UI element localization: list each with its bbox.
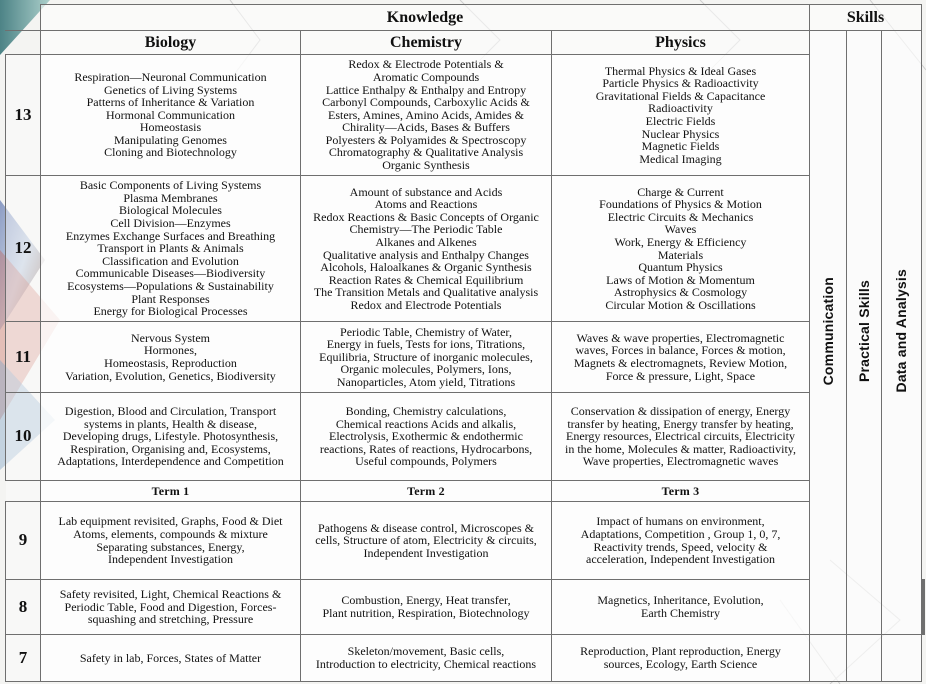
skill-column-cell bbox=[847, 635, 882, 682]
topic-line: Ecosystems—Populations & Sustainability bbox=[67, 278, 274, 293]
topic-line: Chromatography & Qualitative Analysis bbox=[328, 145, 524, 160]
skills-header: Skills bbox=[810, 5, 922, 31]
topic-line: Wave properties, Electromagnetic waves bbox=[582, 454, 779, 469]
topic-line: Thermal Physics & Ideal Gases bbox=[604, 63, 757, 78]
topic-line: Manipulating Genomes bbox=[114, 132, 227, 147]
topic-line: Homeostasis bbox=[139, 120, 202, 135]
topic-line: Electric Fields bbox=[645, 114, 716, 128]
topic-line: Nuclear Physics bbox=[641, 126, 720, 141]
physics-cell bbox=[552, 635, 810, 682]
physics-cell bbox=[552, 55, 810, 176]
topic-line: Work, Energy & Efficiency bbox=[614, 234, 747, 249]
topic-line: Safety revisited, Light, Chemical Reactions & bbox=[59, 587, 282, 602]
topic-line: Impact of humans on environment, bbox=[596, 514, 765, 529]
year-label: 13 bbox=[6, 55, 41, 176]
biology-cell bbox=[41, 635, 301, 682]
topic-line: Organic molecules, Polymers, Ions, bbox=[340, 362, 512, 377]
topic-line: Periodic Table, Food and Digestion, Forces- bbox=[64, 599, 277, 614]
topic-line: Adaptations, Interdependence and Competition bbox=[57, 454, 284, 469]
topic-line: Atoms, elements, compounds & mixture bbox=[73, 526, 268, 541]
topic-line: Bonding, Chemistry calculations, bbox=[345, 404, 507, 419]
topic-line: Atoms and Reactions bbox=[374, 197, 478, 212]
topic-line: Charge & Current bbox=[637, 184, 724, 199]
topic-line: Enzymes Exchange Surfaces and Breathing bbox=[65, 228, 276, 243]
skill-column-cell bbox=[882, 635, 922, 682]
biology-cell bbox=[41, 393, 301, 481]
topic-line: Circular Motion & Oscillations bbox=[605, 297, 756, 312]
topic-line: Digestion, Blood and Circulation, Transport bbox=[64, 404, 277, 419]
topic-line: Redox and Electrode Potentials bbox=[350, 297, 502, 312]
physics-header: Physics bbox=[552, 31, 810, 55]
year-row bbox=[6, 635, 925, 682]
topic-line: Energy for Biological Processes bbox=[93, 304, 248, 319]
chemistry-cell bbox=[301, 176, 552, 322]
biology-cell bbox=[41, 502, 301, 580]
topic-line: Force & pressure, Light, Space bbox=[605, 368, 756, 383]
year-label: 12 bbox=[6, 176, 41, 322]
topic-line: Electrolysis, Exothermic & endothermic bbox=[329, 429, 523, 444]
physics-cell bbox=[552, 502, 810, 580]
topic-line: Organic Synthesis bbox=[382, 158, 470, 173]
topic-line: Periodic Table, Chemistry of Water, bbox=[340, 324, 512, 339]
topic-line: Aromatic Compounds bbox=[372, 69, 480, 84]
biology-header: Biology bbox=[41, 31, 301, 55]
topic-line: Plant nutrition, Respiration, Biotechnology bbox=[322, 606, 530, 620]
topic-line: Homeostasis, Reproduction bbox=[104, 356, 237, 370]
topic-line: Magnetic Fields bbox=[641, 139, 720, 154]
topic-line: Lab equipment revisited, Graphs, Food & Diet bbox=[58, 514, 283, 529]
topic-line: Hormonal Communication bbox=[106, 107, 235, 122]
topic-line: Redox Reactions & Basic Concepts of Organic bbox=[313, 209, 539, 224]
topic-line: Alkanes and Alkenes bbox=[375, 234, 477, 249]
skill-label: Data and Analysis bbox=[893, 269, 910, 393]
skill-column-cell bbox=[924, 580, 925, 635]
topic-line: Safety in lab, Forces, States of Matter bbox=[79, 650, 262, 665]
topic-line: Waves & wave properties, Electromagnetic bbox=[576, 330, 785, 345]
physics-cell bbox=[552, 393, 810, 481]
topic-line: Respiration—Neuronal Communication bbox=[74, 69, 267, 84]
topic-line: Particle Physics & Radioactivity bbox=[602, 76, 759, 91]
topic-line: Nanoparticles, Atom yield, Titrations bbox=[336, 374, 516, 389]
biology-cell bbox=[41, 580, 301, 635]
physics-cell bbox=[552, 322, 810, 393]
year-label: 11 bbox=[6, 322, 41, 393]
topic-line: Transport in Plants & Animals bbox=[97, 241, 244, 256]
topic-line: Chirality—Acids, Bases & Buffers bbox=[342, 120, 510, 135]
topic-line: Introduction to electricity, Chemical reactions bbox=[315, 657, 537, 671]
topic-line: Radioactivity bbox=[648, 101, 713, 116]
topic-line: Chemistry—The Periodic Table bbox=[349, 222, 503, 237]
topic-line: Waves bbox=[664, 222, 697, 237]
corner-cell bbox=[6, 5, 41, 31]
topic-line: Pathogens & disease control, Microscopes & bbox=[318, 520, 534, 535]
topic-line: Basic Components of Living Systems bbox=[79, 178, 262, 193]
topic-line: acceleration, Independent Investigation bbox=[586, 552, 775, 567]
topic-line: Biological Molecules bbox=[119, 203, 222, 218]
topic-line: Redox & Electrode Potentials & bbox=[348, 57, 504, 72]
topic-line: Medical Imaging bbox=[639, 151, 722, 166]
chemistry-cell bbox=[301, 55, 552, 176]
chemistry-cell bbox=[301, 393, 552, 481]
topic-line: Magnets & electromagnets, Review Motion, bbox=[573, 356, 788, 370]
topic-line: Lattice Enthalpy & Enthalpy and Entropy bbox=[325, 82, 527, 97]
topic-line: Adaptations, Competition , Group 1, 0, 7, bbox=[580, 526, 781, 541]
topic-line: Communicable Diseases—Biodiversity bbox=[75, 266, 266, 281]
topic-line: Energy in fuels, Tests for ions, Titrations, bbox=[326, 337, 526, 352]
term-2-label: Term 2 bbox=[301, 481, 552, 502]
topic-line: in the home, Molecules & matter, Radioactivity, bbox=[564, 441, 797, 456]
topic-line: Plant Responses bbox=[131, 291, 210, 306]
topic-line: cells, Structure of atom, Electricity & circuits, bbox=[315, 533, 537, 548]
topic-line: Magnetics, Inheritance, Evolution, bbox=[597, 593, 764, 608]
topic-line: Cloning and Biotechnology bbox=[104, 145, 237, 160]
topic-line: Laws of Motion & Momentum bbox=[606, 272, 755, 287]
topic-line: Useful compounds, Polymers bbox=[355, 454, 497, 469]
topic-line: Amount of substance and Acids bbox=[349, 184, 503, 199]
year-row bbox=[6, 580, 925, 635]
topic-line: Energy resources, Electrical circuits, Electricity bbox=[565, 429, 795, 444]
topic-line: Earth Chemistry bbox=[641, 606, 720, 620]
topic-line: Quantum Physics bbox=[638, 260, 723, 275]
physics-cell bbox=[552, 176, 810, 322]
chemistry-cell bbox=[301, 635, 552, 682]
biology-cell bbox=[41, 322, 301, 393]
topic-line: Nervous System bbox=[131, 330, 210, 345]
topic-line: Materials bbox=[657, 247, 704, 262]
topic-line: Developing drugs, Lifestyle. Photosynthesis, bbox=[62, 429, 279, 444]
topic-line: Polyesters & Polyamides & Spectroscopy bbox=[325, 132, 527, 147]
topic-line: sources, Ecology, Earth Science bbox=[603, 657, 758, 671]
topic-line: Variation, Evolution, Genetics, Biodiversity bbox=[65, 368, 276, 383]
term-3-label: Term 3 bbox=[552, 481, 810, 502]
topic-line: Reactivity trends, Speed, velocity & bbox=[593, 539, 768, 554]
year-row bbox=[6, 393, 925, 481]
term-spacer bbox=[6, 481, 41, 502]
chemistry-cell bbox=[301, 580, 552, 635]
topic-line: Foundations of Physics & Motion bbox=[599, 197, 762, 212]
topic-line: transfer by heating, Energy transfer by heating, bbox=[567, 416, 794, 431]
topic-line: The Transition Metals and Qualitative analysis bbox=[313, 285, 539, 300]
skill-communication bbox=[810, 31, 847, 635]
term-1-label: Term 1 bbox=[41, 481, 301, 502]
topic-line: Astrophysics & Cosmology bbox=[613, 285, 748, 300]
topic-line: Carbonyl Compounds, Carboxylic Acids & bbox=[322, 95, 530, 110]
chemistry-header: Chemistry bbox=[301, 31, 552, 55]
topic-line: waves, Forces in balance, Forces & motion, bbox=[575, 343, 786, 358]
topic-line: systems in plants, Health & disease, bbox=[84, 416, 257, 431]
corner-cell bbox=[6, 31, 41, 55]
skill-practical bbox=[847, 31, 882, 635]
topic-line: Separating substances, Energy, bbox=[96, 539, 245, 554]
topic-line: Skeleton/movement, Basic cells, bbox=[347, 644, 505, 659]
topic-line: Cell Division—Enzymes bbox=[110, 216, 231, 231]
topic-line: Independent Investigation bbox=[363, 545, 489, 560]
year-row bbox=[6, 502, 925, 580]
year-row bbox=[6, 176, 925, 322]
year-label: 10 bbox=[6, 393, 41, 481]
topic-line: Esters, Amines, Amino Acids, Amides & bbox=[327, 107, 524, 122]
topic-line: Respiration, Organising and, Ecosystems, bbox=[70, 441, 271, 456]
skill-column-cell bbox=[810, 635, 847, 682]
year-row bbox=[6, 322, 925, 393]
topic-line: Qualitative analysis and Enthalpy Changes bbox=[323, 247, 529, 262]
year-label: 9 bbox=[6, 502, 41, 580]
topic-line: Reproduction, Plant reproduction, Energy bbox=[580, 644, 781, 659]
topic-line: Independent Investigation bbox=[108, 552, 233, 567]
topic-line: Genetics of Living Systems bbox=[104, 82, 237, 97]
topic-line: Chemical reactions Acids and alkalis, bbox=[335, 416, 517, 431]
skill-label: Practical Skills bbox=[855, 280, 872, 383]
topic-line: Hormones, bbox=[144, 343, 197, 358]
physics-cell bbox=[552, 580, 810, 635]
biology-cell bbox=[41, 176, 301, 322]
biology-cell bbox=[41, 55, 301, 176]
topic-line: Reaction Rates & Chemical Equilibrium bbox=[328, 272, 524, 287]
chemistry-cell bbox=[301, 502, 552, 580]
topic-line: squashing and stretching, Pressure bbox=[87, 612, 254, 627]
topic-line: Equilibria, Structure of inorganic molecules, bbox=[319, 349, 533, 364]
skill-label: Communication bbox=[819, 277, 836, 386]
topic-line: Classification and Evolution bbox=[102, 253, 239, 268]
year-label: 7 bbox=[6, 635, 41, 682]
knowledge-header: Knowledge bbox=[41, 5, 810, 31]
year-row bbox=[6, 55, 925, 176]
topic-line: Electric Circuits & Mechanics bbox=[607, 209, 754, 224]
term-row bbox=[6, 481, 925, 502]
topic-line: Plasma Membranes bbox=[123, 190, 218, 205]
topic-line: reactions, Rates of reactions, Hydrocarbons, bbox=[319, 441, 533, 456]
topic-line: Gravitational Fields & Capacitance bbox=[595, 88, 766, 103]
topic-line: Conservation & dissipation of energy, Energy bbox=[570, 404, 791, 419]
topic-line: Combustion, Energy, Heat transfer, bbox=[341, 593, 511, 608]
topic-line: Alcohols, Haloalkanes & Organic Synthesis bbox=[320, 260, 532, 275]
year-label: 8 bbox=[6, 580, 41, 635]
curriculum-table bbox=[5, 4, 925, 682]
skill-data-analysis bbox=[882, 31, 922, 635]
chemistry-cell bbox=[301, 322, 552, 393]
topic-line: Patterns of Inheritance & Variation bbox=[86, 95, 255, 110]
